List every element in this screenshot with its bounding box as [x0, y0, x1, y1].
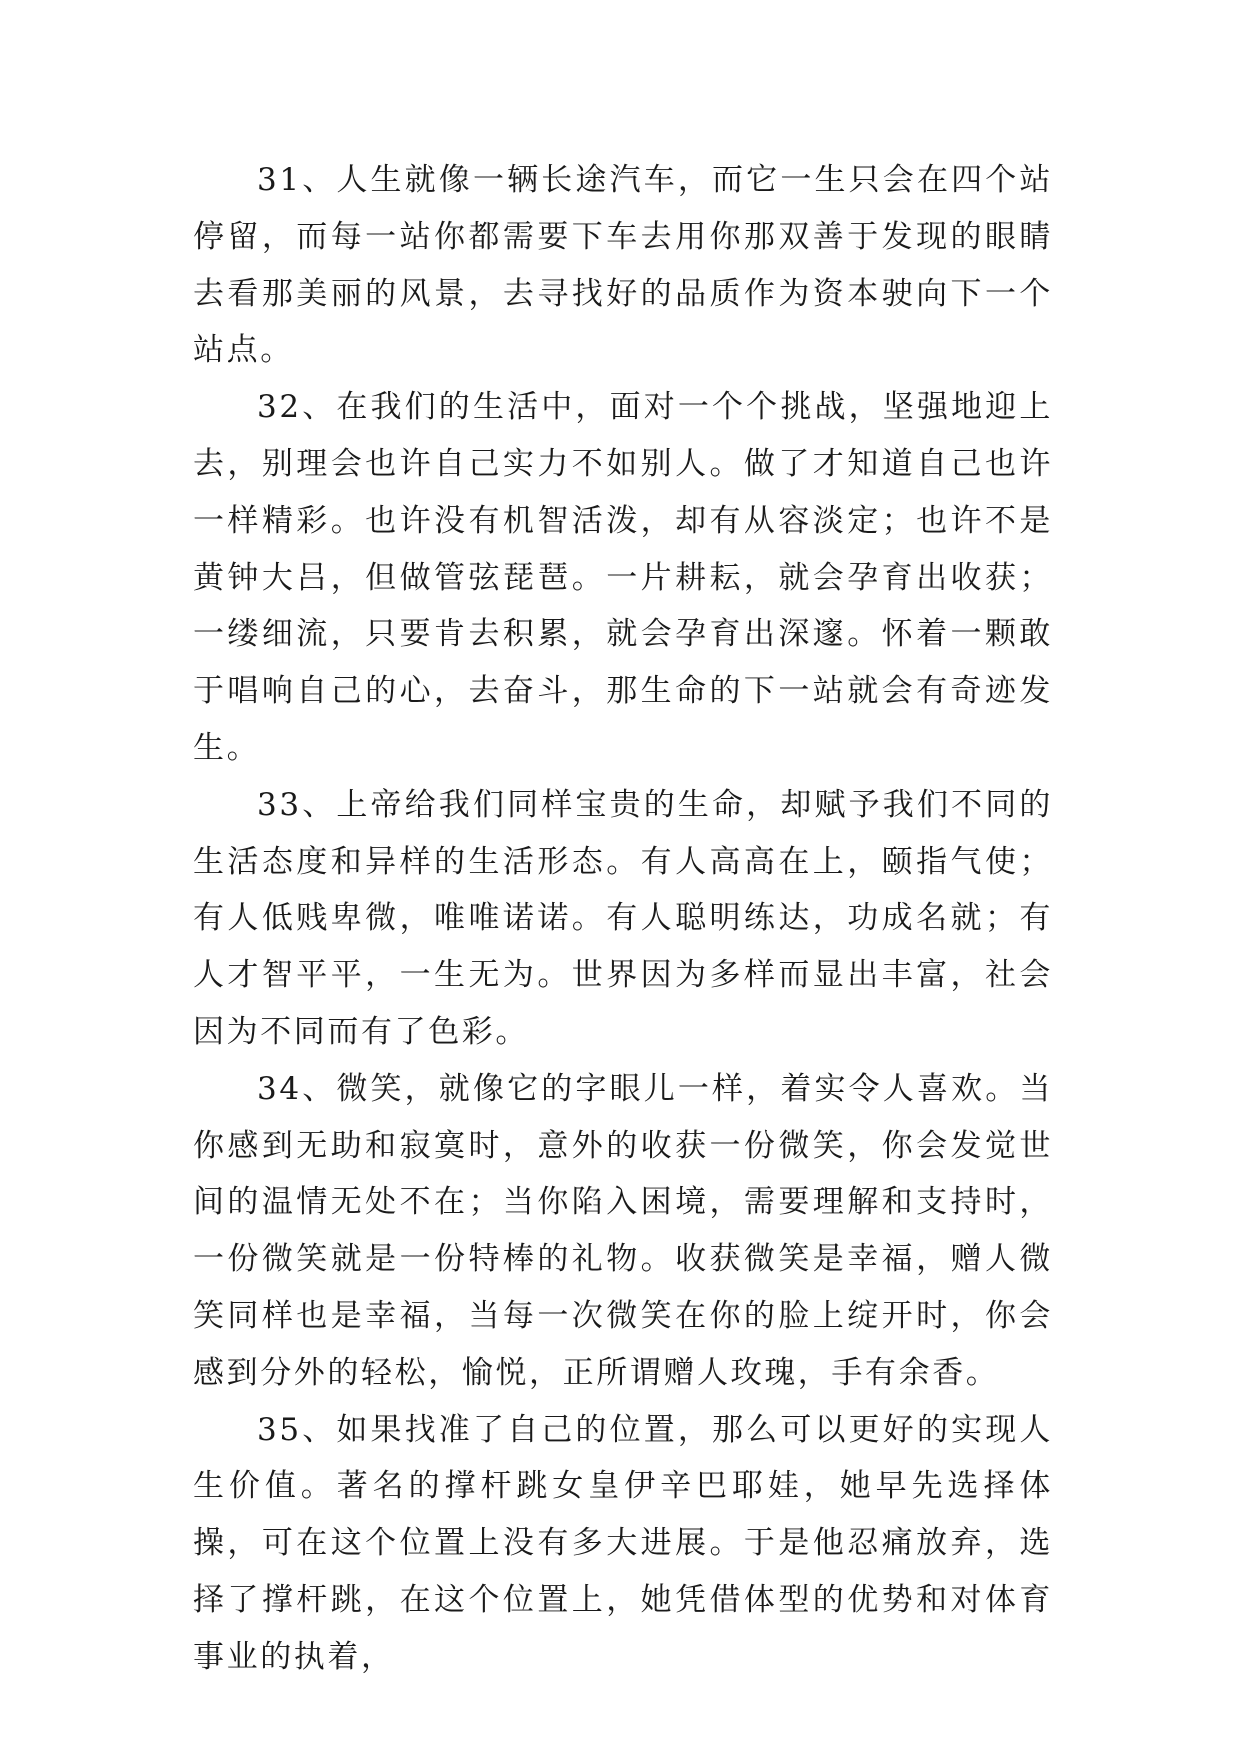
- paragraph-35: 35、如果找准了自己的位置，那么可以更好的实现人生价值。著名的撑杆跳女皇伊辛巴耶娃，她早先选择体操，可在这个位置上没有多大进展。于是他忍痛放弃，选择了撑杆跳，在这个位置上，她凭借体型的优势和对体育事业的执着，: [193, 1411, 1053, 1675]
- paragraph-32: 32、在我们的生活中，面对一个个挑战，坚强地迎上去，别理会也许自己实力不如别人。做了才知道自己也许一样精彩。也许没有机智活泼，却有从容淡定；也许不是黄钟大吕，但做管弦琵琶。一片耕耘，就会孕育出收获；一缕细流，只要肯去积累，就会孕育出深邃。怀着一颗敢于唱响自己的心，去奋斗，那生命的下一站就会有奇迹发生。: [193, 389, 1053, 766]
- paragraph-31: 31、人生就像一辆长途汽车，而它一生只会在四个站停留，而每一站你都需要下车去用你那双善于发现的眼睛去看那美丽的风景，去寻找好的品质作为资本驶向下一个站点。: [193, 162, 1053, 369]
- paragraph-34: 34、微笑，就像它的字眼儿一样，着实令人喜欢。当你感到无助和寂寞时，意外的收获一份微笑，你会发觉世间的温情无处不在；当你陷入困境，需要理解和支持时，一份微笑就是一份特棒的礼物。收获微笑是幸福，赠人微笑同样也是幸福，当每一次微笑在你的脸上绽开时，你会感到分外的轻松，愉悦，正所谓赠人玫瑰，手有余香。: [193, 1070, 1053, 1391]
- paragraph-33: 33、上帝给我们同样宝贵的生命，却赋予我们不同的生活态度和异样的生活形态。有人高高在上，颐指气使；有人低贱卑微，唯唯诺诺。有人聪明练达，功成名就；有人才智平平，一生无为。世界因为多样而显出丰富，社会因为不同而有了色彩。: [193, 786, 1053, 1050]
- document-body: [193, 152, 1053, 1686]
